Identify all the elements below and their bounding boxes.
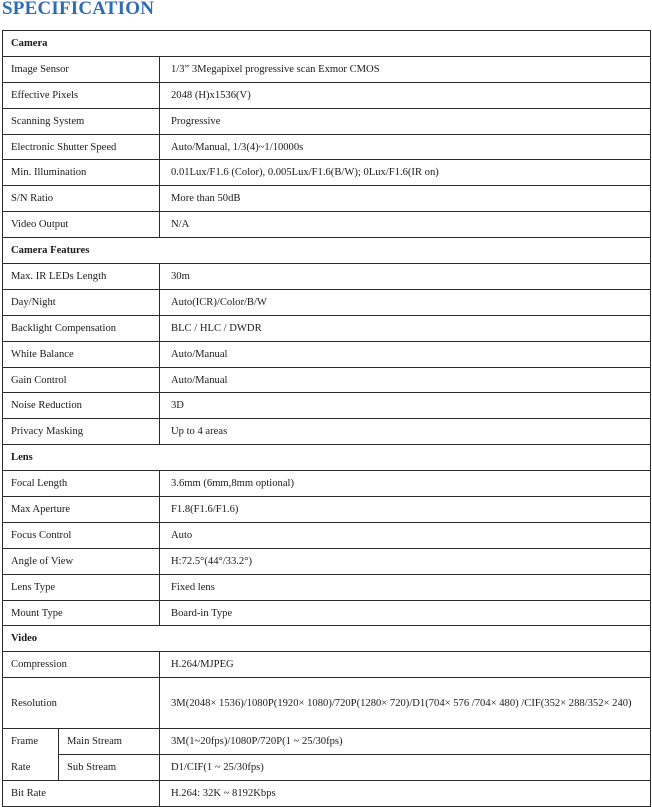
spec-value: H.264: 32K ~ 8192Kbps — [160, 780, 651, 806]
spec-value: 1/3” 3Megapixel progressive scan Exmor CMOS — [160, 56, 651, 82]
section-video — [3, 626, 651, 652]
spec-label: Min. Illumination — [3, 160, 160, 186]
spec-value: Auto/Manual, 1/3(4)~1/10000s — [160, 134, 651, 160]
spec-value: F1.8(F1.6/F1.6) — [160, 497, 651, 523]
section-heading: Camera Features — [3, 238, 651, 264]
table-row — [3, 780, 651, 806]
section-heading: Video — [3, 626, 651, 652]
sub-stream-value: D1/CIF(1 ~ 25/30fps) — [160, 754, 651, 780]
spec-label: Privacy Masking — [3, 419, 160, 445]
spec-value: BLC / HLC / DWDR — [160, 315, 651, 341]
section-camera — [3, 31, 651, 57]
table-row — [3, 341, 651, 367]
spec-label: Gain Control — [3, 367, 160, 393]
table-row — [3, 186, 651, 212]
section-heading: Lens — [3, 445, 651, 471]
spec-label: Scanning System — [3, 108, 160, 134]
spec-value: Auto — [160, 522, 651, 548]
spec-label: Bit Rate — [3, 780, 160, 806]
spec-label: Image Sensor — [3, 56, 160, 82]
spec-label: Electronic Shutter Speed — [3, 134, 160, 160]
spec-label: Angle of View — [3, 548, 160, 574]
spec-label: Day/Night — [3, 289, 160, 315]
specification-table — [2, 30, 651, 807]
table-row — [3, 212, 651, 238]
spec-label: Mount Type — [3, 600, 160, 626]
spec-value: Auto(ICR)/Color/B/W — [160, 289, 651, 315]
spec-value: 3.6mm (6mm,8mm optional) — [160, 471, 651, 497]
table-row — [3, 729, 651, 755]
spec-label: Effective Pixels — [3, 82, 160, 108]
spec-value: Up to 4 areas — [160, 419, 651, 445]
spec-value: H:72.5°(44°/33.2°) — [160, 548, 651, 574]
table-row — [3, 522, 651, 548]
spec-value: Auto/Manual — [160, 341, 651, 367]
spec-value: Progressive — [160, 108, 651, 134]
table-row — [3, 82, 651, 108]
table-row — [3, 497, 651, 523]
table-row — [3, 548, 651, 574]
table-row — [3, 754, 651, 780]
spec-label: Video Output — [3, 212, 160, 238]
spec-label: Backlight Compensation — [3, 315, 160, 341]
main-stream-value: 3M(1~20fps)/1080P/720P(1 ~ 25/30fps) — [160, 729, 651, 755]
spec-value: 2048 (H)x1536(V) — [160, 82, 651, 108]
table-row — [3, 419, 651, 445]
sub-stream-label: Sub Stream — [59, 754, 160, 780]
spec-value: N/A — [160, 212, 651, 238]
spec-label: Lens Type — [3, 574, 160, 600]
main-stream-label: Main Stream — [59, 729, 160, 755]
spec-label: Max Aperture — [3, 497, 160, 523]
frame-rate-label: Frame — [3, 729, 59, 755]
spec-label: Resolution — [3, 678, 160, 729]
table-row — [3, 367, 651, 393]
table-row — [3, 108, 651, 134]
table-row — [3, 652, 651, 678]
section-camera-features — [3, 238, 651, 264]
spec-value: 3D — [160, 393, 651, 419]
table-row — [3, 264, 651, 290]
table-row — [3, 134, 651, 160]
table-row — [3, 56, 651, 82]
frame-rate-label-line2: Rate — [3, 754, 59, 780]
table-row — [3, 678, 651, 729]
spec-value: 3M(2048× 1536)/1080P(1920× 1080)/720P(1280× 720)/D1(704× 576 /704× 480) /CIF(352× 288/352× 240) — [160, 678, 651, 729]
table-row — [3, 600, 651, 626]
section-heading: Camera — [3, 31, 651, 57]
table-row — [3, 393, 651, 419]
page-title: SPECIFICATION — [2, 0, 155, 19]
table-row — [3, 471, 651, 497]
spec-value: 30m — [160, 264, 651, 290]
spec-value: H.264/MJPEG — [160, 652, 651, 678]
spec-value: More than 50dB — [160, 186, 651, 212]
section-lens — [3, 445, 651, 471]
spec-label: Focal Length — [3, 471, 160, 497]
spec-label: S/N Ratio — [3, 186, 160, 212]
table-row — [3, 574, 651, 600]
table-row — [3, 315, 651, 341]
spec-label: Max. IR LEDs Length — [3, 264, 160, 290]
spec-label: Focus Control — [3, 522, 160, 548]
spec-value: Auto/Manual — [160, 367, 651, 393]
spec-label: White Balance — [3, 341, 160, 367]
spec-value: Board-in Type — [160, 600, 651, 626]
spec-label: Noise Reduction — [3, 393, 160, 419]
table-row — [3, 289, 651, 315]
spec-label: Compression — [3, 652, 160, 678]
table-row — [3, 160, 651, 186]
spec-value: 0.01Lux/F1.6 (Color), 0.005Lux/F1.6(B/W); 0Lux/F1.6(IR on) — [160, 160, 651, 186]
spec-value: Fixed lens — [160, 574, 651, 600]
